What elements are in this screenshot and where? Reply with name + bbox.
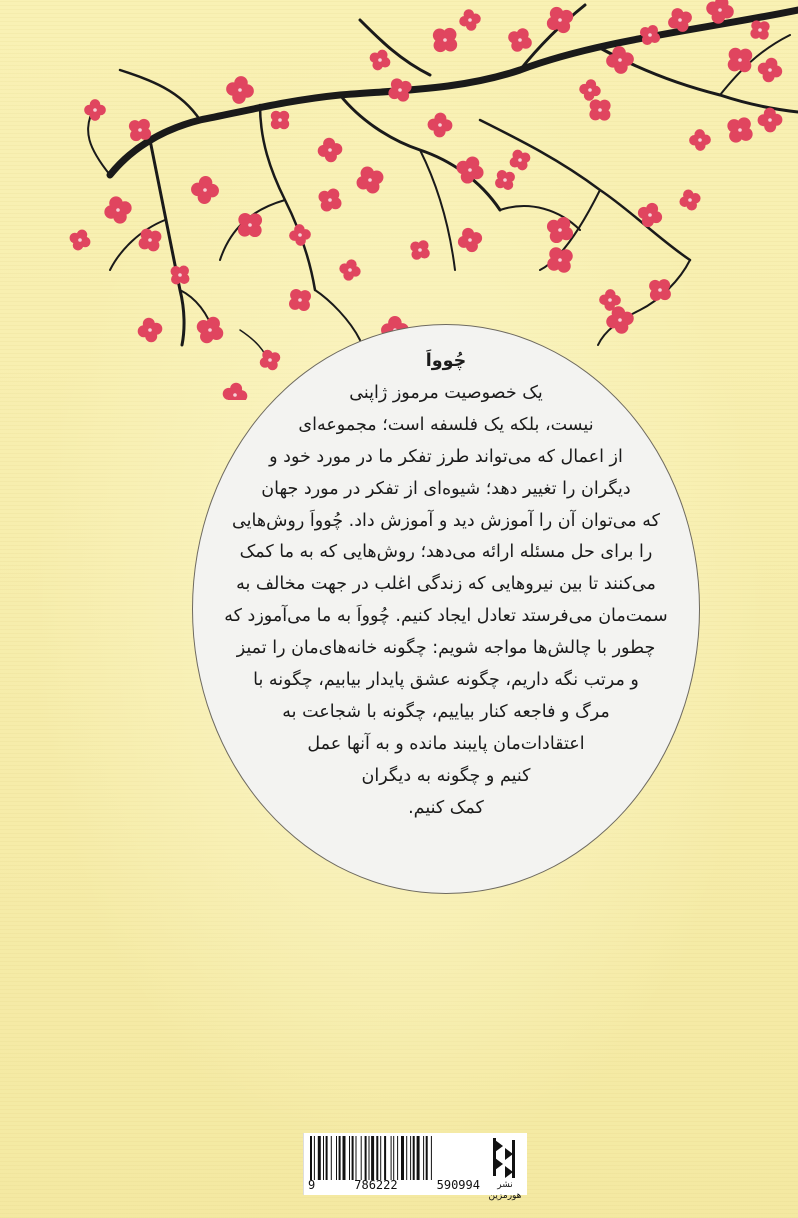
barcode-bar [323,1136,324,1180]
barcode-bar [356,1136,357,1180]
branch-stroke [480,120,690,260]
barcode-bar [384,1136,386,1180]
branch-stroke [260,105,315,290]
barcode-bar [371,1136,374,1180]
blossom-flower [547,7,573,33]
blurb-line: اعتقادات‌مان پایبند مانده و به آنها عمل [307,733,585,754]
barcode-bar [361,1136,362,1180]
back-cover-blurb [222,346,670,825]
blossom-flower [456,156,483,183]
blossom-flower [758,58,782,82]
blossom-flower [508,28,532,52]
blurb-line: را برای حل مسئله ارائه می‌دهد؛ روش‌هایی که به ما کمک [239,542,653,563]
blossom-flower [428,113,453,138]
blossom-flower [171,266,190,285]
barcode-bar [380,1136,381,1180]
publisher-mark [483,1133,527,1201]
barcode-bar [413,1136,415,1180]
blossom-flower [191,176,219,204]
barcode-bar [365,1136,367,1180]
blossom-flower [510,150,531,171]
barcode-bar [431,1136,432,1180]
barcode-bar [406,1136,407,1180]
blossom-flower [649,279,671,301]
barcode-digit-group: 786222 [354,1178,398,1192]
blossom-flower [589,99,610,120]
barcode-bar [336,1136,337,1180]
blossom-flower [728,48,753,73]
branch-stroke [120,70,200,120]
blossom-flower [458,228,482,252]
blossom-flower [606,46,634,74]
barcode-digit-group: 9 [308,1178,316,1192]
blurb-line: کنیم و چگونه به دیگران [361,765,531,786]
blossom-flower [129,119,151,141]
blossom-flower [339,259,360,280]
barcode-bar [343,1136,346,1180]
publisher-logo-icon [491,1138,517,1178]
publisher-name: نشر هورمزین [488,1180,522,1201]
barcode-digit-group: 590994 [436,1178,480,1192]
blurb-line: سمت‌مان می‌فرستد تعادل ایجاد کنیم. چُوواَ به ما می‌آموزد که [224,606,668,627]
blossom-flower [459,9,481,31]
blossom-flower [238,213,262,237]
branch-stroke [340,95,500,210]
blurb-line: دیگران را تغییر دهد؛ شیوه‌ای از تفکر در مورد جهان [261,478,631,499]
blossom-flower [410,240,430,260]
barcode-bar [314,1136,315,1180]
blossom-flower [495,170,515,190]
blossom-flower [271,111,290,130]
barcode-bar [423,1136,424,1180]
blurb-line: که می‌توان آن را آموزش دید و آموزش داد. چُوواَ روش‌هایی [232,510,660,531]
blossom-flower [70,230,91,251]
blossom-flower [370,50,391,71]
blossom-flower [319,189,342,212]
blossom-flower [579,79,601,101]
blossom-flower [289,289,311,311]
barcode-bar [393,1136,394,1180]
blossom-flower [689,129,711,151]
blossom-flower [640,25,660,45]
blossom-flower [289,224,311,246]
barcode-bar [417,1136,420,1180]
blossom-flower [433,28,457,52]
blossom-flower [84,99,106,121]
blossom-flower [750,20,769,39]
barcode-bar [369,1136,370,1180]
barcode-bar [391,1136,392,1180]
blossom-flower [357,167,384,194]
branch-stroke [360,20,430,75]
blurb-line: می‌کنند تا بین نیروهایی که زندگی اغلب در جهت مخالف به [236,574,656,595]
barcode-number [308,1178,480,1192]
blossom-flower [727,117,752,142]
blossom-flower [138,318,163,343]
barcode-bar [352,1136,354,1180]
blossom-flower [197,317,224,344]
barcode-bars [308,1136,480,1180]
barcode-bar [339,1136,341,1180]
blossom-flower [758,108,783,133]
blossom-flower [318,138,343,163]
blossom-flower [547,217,573,243]
barcode-bar [318,1136,321,1180]
blossom-flower [139,229,162,252]
blurb-line: چطور با چالش‌ها مواجه شویم: چگونه خانه‌های‌مان را تمیز [236,638,656,659]
blossom-flower [226,76,254,104]
blossom-flower [679,189,700,210]
barcode-bar [401,1136,404,1180]
barcode-bar [410,1136,411,1180]
isbn-barcode [303,1133,484,1195]
blurb-line: مرگ و فاجعه کنار بیاییم، چگونه با شجاعت به [282,701,610,722]
barcode-bar [349,1136,350,1180]
branch-stroke [315,290,360,340]
blurb-line: یک خصوصیت مرموز ژاپنی [349,382,543,403]
blurb-line: و مرتب نگه داریم، چگونه عشق پایدار بیابیم، چگونه با [253,670,639,691]
barcode-bar [397,1136,398,1180]
blossom-flower [388,78,411,101]
barcode-bar [310,1136,312,1180]
blurb-line: کمک کنیم. [408,797,484,818]
blurb-line: نیست، بلکه یک فلسفه است؛ مجموعه‌ای [298,414,594,435]
barcode-bar [331,1136,332,1180]
blurb-line: از اعمال که می‌تواند طرز تفکر ما در مورد خود و [269,446,623,467]
barcode-bar [426,1136,428,1180]
blossom-flower [104,196,131,223]
barcode-bar [376,1136,378,1180]
blossom-flower [547,247,573,273]
barcode-bar [326,1136,328,1180]
blurb-title: چُوواَ [425,351,467,371]
